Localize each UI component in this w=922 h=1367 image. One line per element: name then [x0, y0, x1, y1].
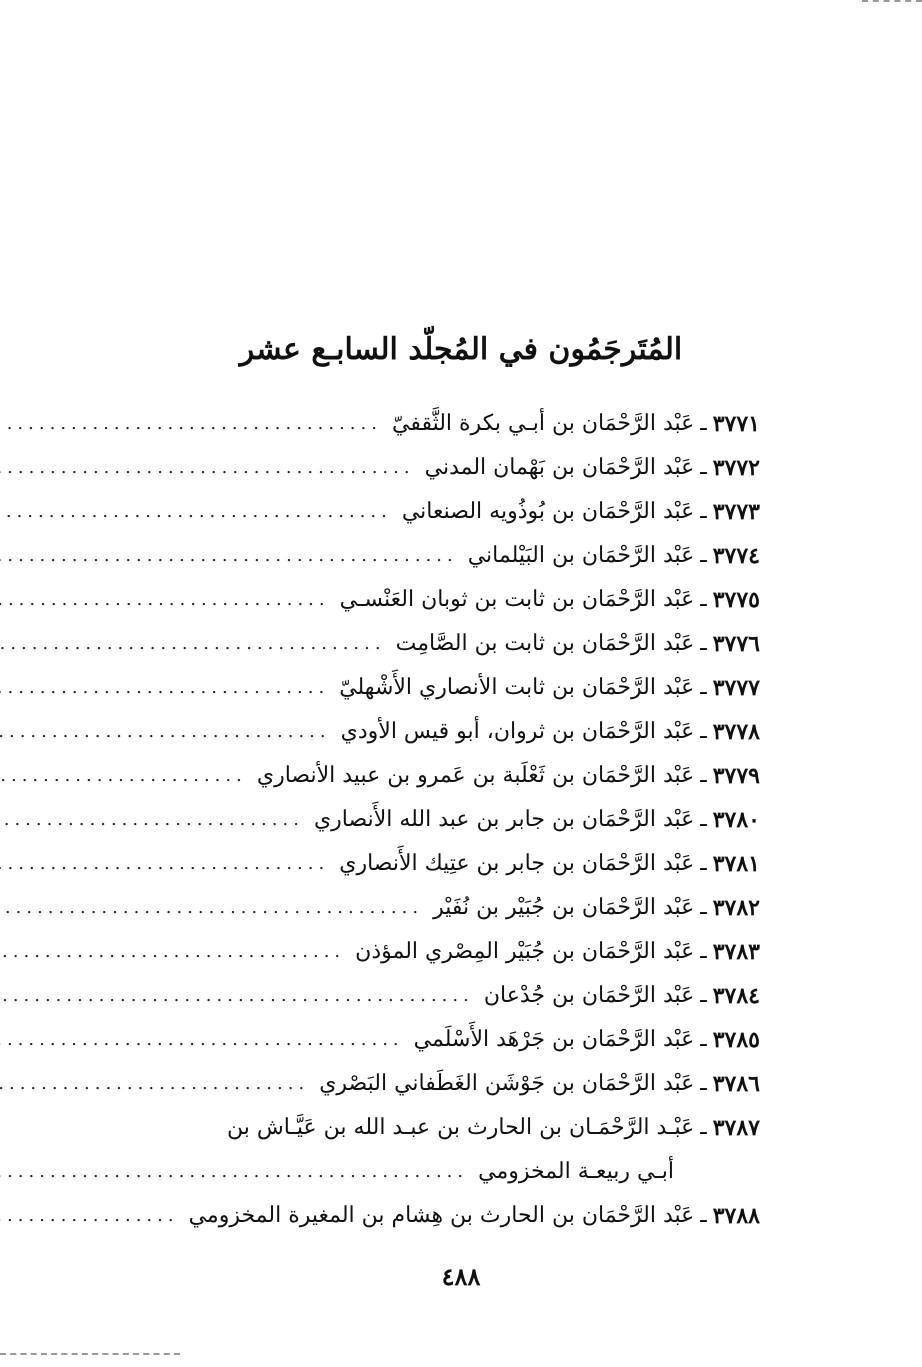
entry-dash: ـ [700, 1115, 707, 1140]
dot-leader [0, 899, 423, 917]
entry-number: ٣٧٨٤ [712, 983, 760, 1009]
entry-name: عَبْد الرَّحْمَان بن جَوْشَن الغَطَفاني البَصْري [319, 1071, 695, 1096]
entry-name: عَبْد الرَّحْمَان بن البَيْلماني [467, 543, 695, 568]
entry-dash: ـ [700, 675, 707, 700]
entry-name: عَبْد الرَّحْمَان بن جُبَيْر المِصْري المؤذن [355, 939, 695, 964]
entry-number: ٣٧٨٠ [712, 807, 760, 833]
toc-entry [80, 1018, 760, 1062]
entry-dash: ـ [700, 807, 707, 832]
entry-name: عَبْد الرَّحْمَان بن ثابت بن ثوبان العَنْسـي [339, 587, 695, 612]
toc-entry [80, 534, 760, 578]
page-number: ٤٨٨ [441, 1262, 481, 1291]
entry-dash: ـ [700, 763, 707, 788]
entry-number: ٣٧٨٨ [712, 1203, 760, 1229]
entry-number: ٣٧٧٤ [712, 543, 760, 569]
toc-entry [80, 886, 760, 930]
toc-entry [80, 490, 760, 534]
dot-leader [0, 943, 345, 961]
entry-dash: ـ [700, 1203, 707, 1228]
entry-dash: ـ [700, 543, 707, 568]
entry-name: عَبْد الرَّحْمَان بن جابر بن عتِيك الأَنصاري [339, 851, 695, 876]
entry-number: ٣٧٧٢ [712, 455, 760, 481]
entry-number: ٣٧٧٨ [712, 719, 760, 745]
entry-number: ٣٧٧٦ [712, 631, 760, 657]
toc-entry [80, 402, 760, 446]
entry-name: عَبْـد الرَّحْمَـان بن الحارث بن عبـد الله بن عَيَّـاش بن [227, 1115, 695, 1140]
dot-leader [0, 855, 329, 873]
entry-name: عَبْد الرَّحْمَان بن الحارث بن هِشام بن المغيرة المخزومي [188, 1203, 695, 1228]
entry-dash: ـ [700, 1071, 707, 1096]
dot-leader [0, 503, 392, 521]
dot-leader [0, 547, 458, 565]
toc-entry [80, 842, 760, 886]
entry-name: عَبْد الرَّحْمَان بن بَهْمان المدني [424, 455, 695, 480]
toc-entry [80, 974, 760, 1018]
dot-leader [0, 1075, 309, 1093]
dot-leader [0, 591, 330, 609]
entry-name: عَبْد الرَّحْمَان بن جُبَيْر بن نُفَيْر [433, 895, 695, 920]
dot-leader [0, 811, 304, 829]
dot-leader [0, 679, 329, 697]
entry-number: ٣٧٧٩ [712, 763, 760, 789]
dot-leader [0, 723, 331, 741]
entry-name-continuation: أبـي ربيعـة المخزومي [478, 1159, 674, 1184]
entry-number: ٣٧٧٧ [712, 675, 760, 701]
toc-entry [80, 1194, 760, 1238]
scan-edge-top [862, 0, 922, 8]
entry-name: عَبْد الرَّحْمَان بن أبـي بكرة الثَّقفيّ [391, 411, 695, 436]
entry-dash: ـ [700, 983, 707, 1008]
toc-entry [80, 622, 760, 666]
scan-edge-bottom [0, 1353, 180, 1359]
entry-dash: ـ [700, 499, 707, 524]
entry-dash: ـ [700, 411, 707, 436]
entry-number: ٣٧٧١ [712, 411, 760, 437]
entry-number: ٣٧٨٦ [712, 1071, 760, 1097]
toc-entry-3787-line1 [80, 1106, 760, 1150]
entry-dash: ـ [700, 631, 707, 656]
dot-leader [0, 415, 382, 433]
dot-leader [0, 635, 386, 653]
entry-name: عَبْد الرَّحْمَان بن ثابت بن الصَّامِت [395, 631, 695, 656]
entry-dash: ـ [700, 851, 707, 876]
dot-leader [0, 1163, 468, 1181]
entry-name: عَبْد الرَّحْمَان بن ثَعْلَبة بن عَمرو بن عبيد الأنصاري [256, 763, 695, 788]
entry-dash: ـ [700, 939, 707, 964]
toc-list [80, 402, 760, 1238]
dot-leader [0, 987, 474, 1005]
entry-number: ٣٧٧٥ [712, 587, 760, 613]
entry-number: ٣٧٨٢ [712, 895, 760, 921]
toc-entry [80, 754, 760, 798]
entry-number: ٣٧٨٣ [712, 939, 760, 965]
entry-name: عَبْد الرَّحْمَان بن بُوذُويه الصنعاني [401, 499, 695, 524]
entry-number: ٣٧٨١ [712, 851, 760, 877]
toc-entry [80, 666, 760, 710]
dot-leader [0, 1031, 404, 1049]
toc-entry [80, 710, 760, 754]
entry-dash: ـ [700, 1027, 707, 1052]
page-title: المُتَرجَمُون في المُجلّد السابـع عشر [239, 332, 683, 367]
dot-leader [0, 767, 247, 785]
entry-dash: ـ [700, 587, 707, 612]
entry-dash: ـ [700, 895, 707, 920]
toc-entry [80, 446, 760, 490]
entry-name: عَبْد الرَّحْمَان بن جَرْهَد الأَسْلَمي [413, 1027, 695, 1052]
toc-entry [80, 1062, 760, 1106]
entry-dash: ـ [700, 719, 707, 744]
entry-name: عَبْد الرَّحْمَان بن ثابت الأنصاري الأَشْهليّ [339, 675, 695, 700]
entry-name: عَبْد الرَّحْمَان بن جُدْعان [483, 983, 695, 1008]
toc-entry [80, 930, 760, 974]
toc-entry [80, 798, 760, 842]
entry-name: عَبْد الرَّحْمَان بن جابر بن عبد الله الأَنصاري [313, 807, 695, 832]
toc-entry [80, 578, 760, 622]
dot-leader [0, 1207, 179, 1225]
entry-number: ٣٧٨٥ [712, 1027, 760, 1053]
entry-number: ٣٧٨٧ [712, 1115, 760, 1141]
entry-name: عَبْد الرَّحْمَان بن ثروان، أبو قيس الأودي [340, 719, 695, 744]
entry-dash: ـ [700, 455, 707, 480]
toc-entry-3787-line2 [80, 1150, 760, 1194]
entry-number: ٣٧٧٣ [712, 499, 760, 525]
dot-leader [0, 459, 415, 477]
